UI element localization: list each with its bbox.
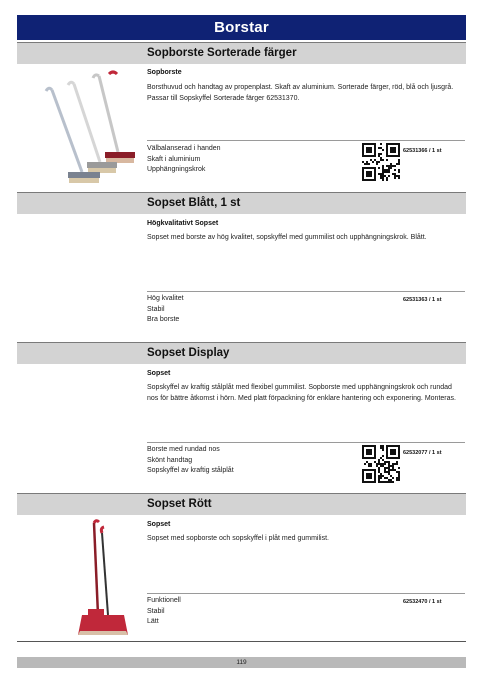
section-title: Sopset Blått, 1 st (147, 197, 241, 209)
feature-list (147, 294, 184, 326)
bottom-divider (17, 641, 466, 642)
feature-list (147, 144, 221, 176)
product-section-sopset-blatt (17, 192, 466, 342)
qr-code (362, 143, 400, 181)
catalog-banner (17, 15, 466, 40)
product-subtitle: Sopset (147, 370, 171, 377)
section-header (17, 493, 466, 515)
section-title: Sopset Rött (147, 498, 212, 510)
section-header (17, 342, 466, 364)
product-subtitle: Sopset (147, 521, 171, 528)
divider (147, 140, 465, 141)
feature-item: Bra borste (147, 316, 180, 323)
brooms-image (42, 70, 142, 185)
product-section-sopborste (17, 42, 466, 192)
feature-item: Funktionell (147, 597, 181, 604)
product-description: Borsthuvud och handtag av propenplast. Skaft av aluminium. Sorterade färger, röd, blå och ljusgrå. Passar till Sopskyffel Sorterade färger 62531370. (147, 84, 454, 102)
divider (147, 291, 465, 292)
page-number: 119 (236, 659, 247, 666)
article-number: 62531363 / 1 st (403, 297, 442, 303)
feature-item: Stabil (147, 305, 165, 313)
feature-item: Skaft i aluminium (147, 155, 201, 163)
feature-item: Upphängningskrok (147, 166, 206, 173)
sopset-red-image (72, 519, 132, 641)
divider (147, 593, 465, 594)
article-number: 62531366 / 1 st (403, 148, 442, 154)
feature-list (147, 445, 234, 477)
feature-item: Stabil (147, 607, 165, 615)
feature-item: Välbalanserad i handen (147, 145, 221, 152)
qr-code (362, 445, 400, 483)
article-number: 62532077 / 1 st (403, 450, 442, 456)
feature-item: Skönt handtag (147, 456, 193, 464)
product-subtitle: Högkvalitativt Sopset (147, 220, 219, 227)
section-title: Sopset Display (147, 347, 230, 359)
product-section-sopset-rott (17, 493, 466, 641)
section-header (17, 192, 466, 214)
product-subtitle: Sopborste (147, 69, 182, 76)
feature-item: Hög kvalitet (147, 295, 184, 302)
feature-list (147, 596, 181, 628)
product-description: Sopset med borste av hög kvalitet, sopskyffel med gummilist och upphängningskrok. Blått. (147, 234, 427, 241)
feature-item: Sopskyffel av kraftig stålplåt (147, 467, 234, 474)
product-description: Sopskyffel av kraftig stålplåt med flexibel gummilist. Sopborste med upphängningskrok och rundad nos för bättre åtkomst i hörn. Med platt förpackning för enklare hantering och exponering. Monteras. (147, 384, 456, 402)
section-title: Sopborste Sorterade färger (147, 47, 297, 59)
divider (147, 442, 465, 443)
feature-item: Borste med rundad nos (147, 446, 220, 453)
page-footer (17, 657, 466, 668)
article-number: 62532470 / 1 st (403, 599, 442, 605)
product-section-sopset-display (17, 342, 466, 492)
product-description: Sopset med sopborste och sopskyffel i plåt med gummilist. (147, 535, 329, 542)
feature-item: Lätt (147, 618, 159, 625)
catalog-title: Borstar (214, 19, 269, 36)
